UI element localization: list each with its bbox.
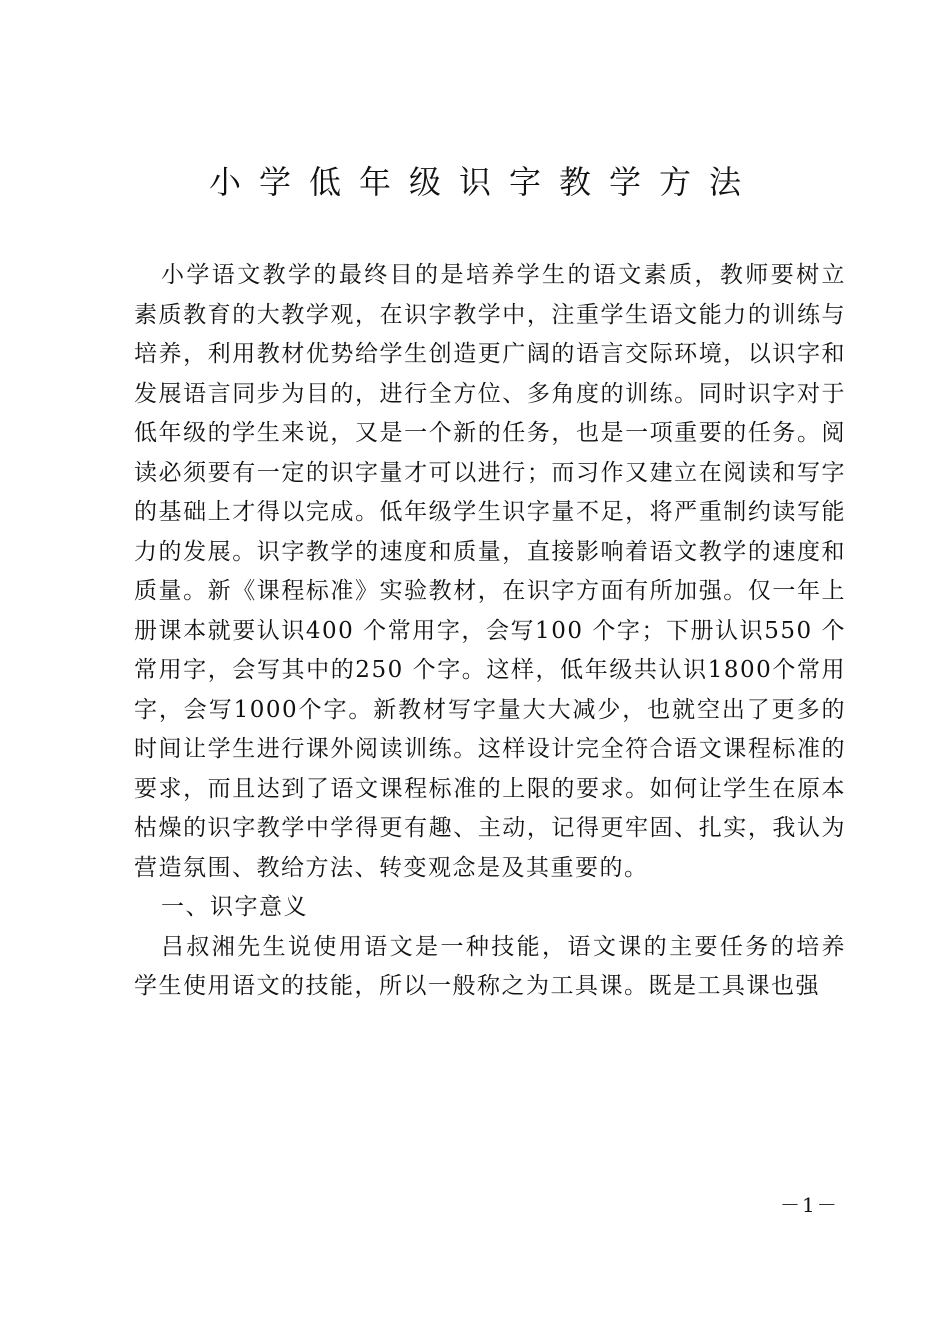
document-title: 小学低年级识字教学方法: [208, 163, 759, 201]
paragraph-section-one: 吕叔湘先生说使用语文是一种技能，语文课的主要任务的培养学生使用语文的技能，所以一般称之为工具课。既是工具课也强: [134, 933, 846, 999]
paragraph-intro: 小学语文教学的最终目的是培养学生的语文素质，教师要树立素质教育的大教学观，在识字教学中，注重学生语文能力的训练与培养，利用教材优势给学生创造更广阔的语言交际环境，以识字和发展语言同步为目的，进行全方位、多角度的训练。同时识字对于低年级的学生来说，又是一个新的任务，也是一项重要的任务。阅读必须要有一定的识字量才可以进行；而习作又建立在阅读和写字的基础上才得以完成。低年级学生识字量不足，将严重制约读写能力的发展。识字教学的速度和质量，直接影响着语文教学的速度和质量。新《课程标准》实验教材，在识字方面有所加强。仅一年上册课本就要认识400 个常用字，会写100 个字；下册认识550 个常用字，会写其中的250 个字。这样，低年级共认识1800个常用字，会写1000个字。新教材写字量大大减少，也就空出了更多的时间让学生进行课外阅读训练。这样设计完全符合语文课程标准的要求，而且达到了语文课程标准的上限的要求。如何让学生在原本枯燥的识字教学中学得更有趣、主动，记得更牢固、扎实，我认为营造氛围、教给方法、转变观念是及其重要的。: [134, 262, 846, 881]
document-body: [134, 256, 846, 1007]
page-number: －1－: [780, 1193, 839, 1217]
section-heading: 一、识字意义: [161, 894, 308, 920]
